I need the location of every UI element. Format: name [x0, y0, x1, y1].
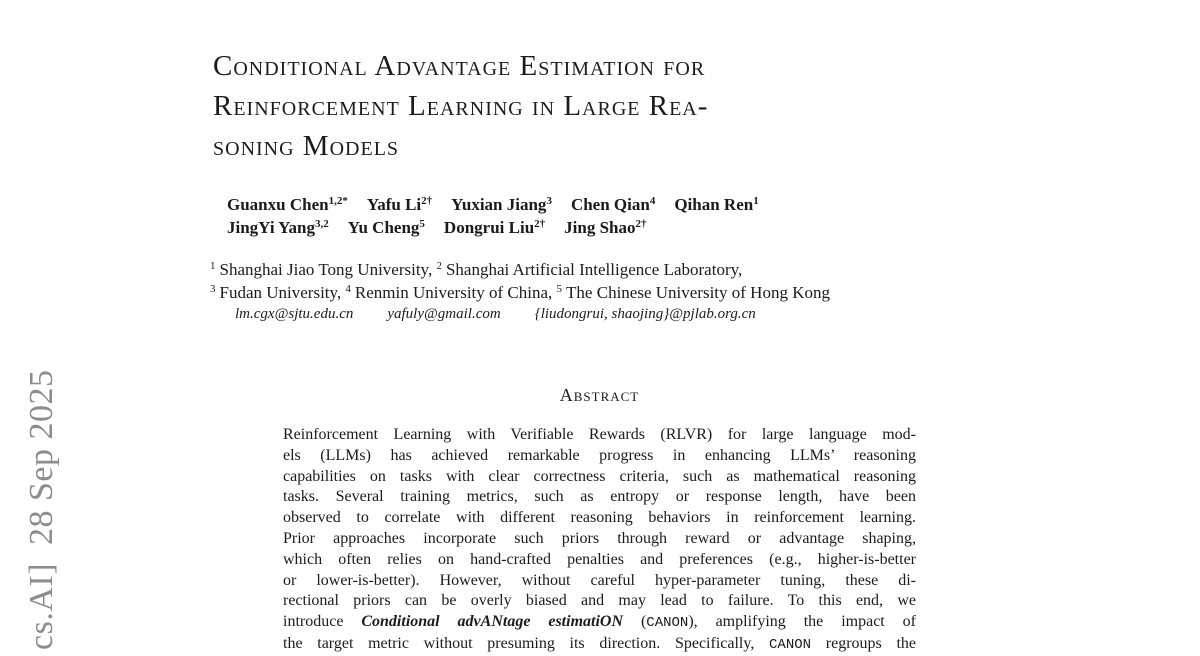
arxiv-watermark: cs.AI] 28 Sep 2025	[23, 369, 60, 650]
abstract-heading: Abstract	[559, 385, 640, 405]
abstract-line	[283, 487, 916, 508]
author-affiliation-sup: 3	[546, 195, 552, 207]
abstract-line	[283, 446, 916, 467]
email-address: {liudongrui, shaojing}@pjlab.org.cn	[534, 306, 756, 322]
email-address: lm.cgx@sjtu.edu.cn	[235, 306, 354, 322]
abstract-text-segment: or lower-is-better). However, without careful hyper-parameter tuning, these di-	[283, 571, 916, 589]
abstract-text-segment: introduce	[283, 613, 362, 631]
author-name: Chen Qian	[570, 195, 650, 214]
abstract-line	[283, 425, 916, 446]
abstract-text-segment: Reinforcement Learning with Verifiable Rewards (RLVR) for large language mod-	[283, 426, 916, 443]
author-name: JingYi Yang	[227, 217, 316, 237]
author-affiliation-sup: 2†	[421, 195, 433, 207]
paper-title	[213, 46, 708, 166]
abstract-text	[283, 425, 916, 656]
author	[367, 195, 432, 214]
abstract-text-segment: rectional priors can be overly biased and may lead to failure. To this end, we	[283, 592, 916, 610]
title-line: Conditional Advantage Estimation for	[213, 50, 706, 82]
abstract-text-segment: capabilities on tasks with clear correctness criteria, such as mathematical reasoning	[283, 467, 916, 485]
abstract-line	[283, 571, 916, 592]
author-affiliation-sup: 3,2	[315, 217, 329, 230]
abstract-line	[283, 508, 916, 529]
author	[444, 218, 545, 237]
author	[348, 218, 425, 237]
author-name: Yafu Li	[366, 195, 422, 214]
abstract-text-segment: Conditional advANtage estimatiON	[361, 613, 624, 631]
author-affiliation-sup: 2†	[635, 217, 647, 230]
author-row	[227, 194, 778, 217]
abstract-text-segment: CANON	[769, 636, 812, 653]
affiliation-number-sup: 2	[436, 260, 442, 272]
author-affiliation-sup: 1,2*	[328, 195, 348, 207]
abstract-text-segment: observed to correlate with different reasoning behaviors in reinforcement learning.	[283, 509, 916, 527]
affiliation-number-sup: 3	[210, 283, 216, 295]
author-block	[227, 194, 778, 239]
author-affiliation-sup: 5	[419, 217, 425, 230]
abstract-line	[283, 529, 916, 550]
abstract-text-segment: els (LLMs) has achieved remarkable progress in enhancing LLMs’ reasoning	[283, 446, 916, 464]
abstract-text-segment: which often relies on hand-crafted penalties and preferences (e.g., higher-is-better	[283, 550, 916, 568]
affiliation-line	[210, 258, 830, 281]
abstract-text-segment: the target metric without presuming its direction. Specifically,	[283, 634, 770, 652]
affiliation-name: Fudan University,	[219, 283, 346, 302]
author	[571, 195, 655, 214]
abstract-text-segment: CANON	[646, 615, 689, 632]
abstract-text-segment: regroups the	[811, 634, 916, 652]
author	[451, 195, 552, 214]
author-name: Guanxu Chen	[227, 195, 329, 214]
abstract-line	[283, 467, 916, 488]
abstract-line	[283, 591, 916, 612]
affiliation-block	[210, 258, 830, 304]
abstract-text-segment: ), amplifying the impact of	[688, 613, 917, 631]
affiliation-name: Renmin University of China,	[354, 283, 557, 302]
abstract-line	[283, 550, 916, 571]
author-name: Yu Cheng	[347, 217, 420, 237]
title-line: Reinforcement Learning in Large Rea-	[213, 90, 709, 122]
author	[227, 195, 348, 214]
abstract-text-segment: tasks. Several training metrics, such as entropy or response length, have been	[283, 488, 916, 506]
affiliation-line	[210, 281, 830, 304]
author-affiliation-sup: 4	[649, 195, 656, 207]
affiliation-number-sup: 1	[210, 260, 216, 272]
abstract-text-segment: (	[623, 613, 647, 631]
abstract-text-segment: Prior approaches incorporate such priors through reward or advantage shaping,	[283, 529, 916, 547]
author-name: Qihan Ren	[674, 195, 754, 214]
email-address: yafuly@gmail.com	[387, 306, 501, 322]
author-row	[227, 217, 778, 240]
affiliation-number-sup: 5	[556, 283, 563, 295]
author	[564, 218, 646, 237]
author-name: Jing Shao	[564, 217, 636, 237]
affiliation-number-sup: 4	[345, 283, 351, 295]
author	[674, 195, 758, 214]
affiliation-name: Shanghai Artificial Intelligence Laboratory,	[445, 260, 743, 279]
email-line	[235, 306, 790, 323]
author-affiliation-sup: 1	[753, 195, 759, 207]
author	[227, 218, 329, 237]
author-name: Yuxian Jiang	[451, 195, 547, 214]
author-name: Dongrui Liu	[443, 217, 535, 237]
affiliation-name: The Chinese University of Hong Kong	[566, 283, 830, 302]
affiliation-name: Shanghai Jiao Tong University,	[219, 260, 437, 279]
abstract-line	[283, 634, 916, 656]
abstract-line	[283, 612, 916, 634]
title-line: soning Models	[213, 130, 400, 162]
author-affiliation-sup: 2†	[534, 217, 546, 230]
